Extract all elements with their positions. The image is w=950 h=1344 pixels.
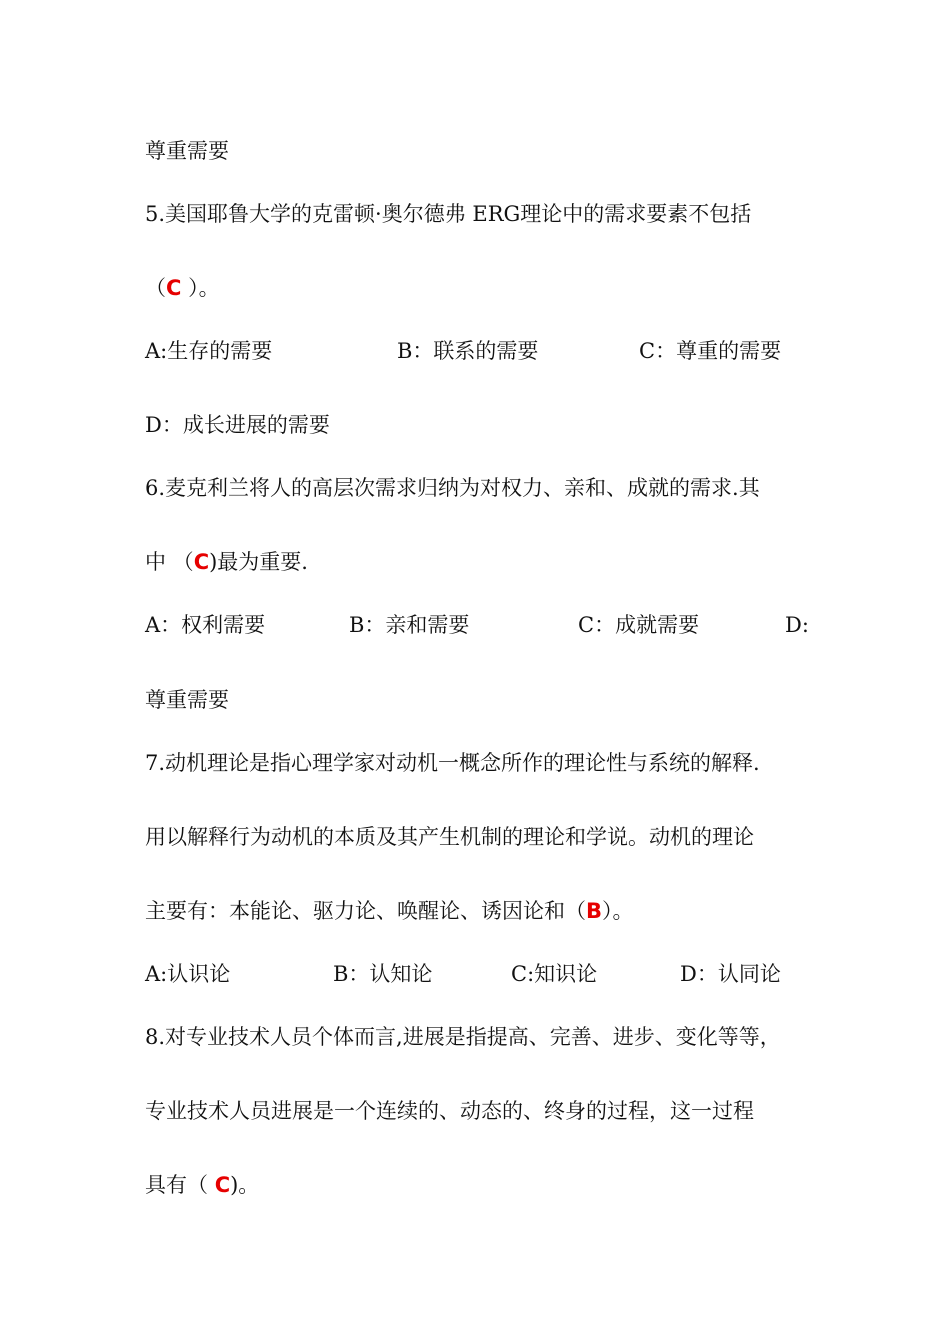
question-8-stem-2: 专业技术人员进展是一个连续的、动态的、终身的过程，这一过程	[145, 1099, 754, 1123]
stem-fragment: 中 （	[145, 550, 194, 574]
option-d-continued: 尊重需要	[145, 139, 229, 163]
option-d: D：认同论	[680, 962, 781, 986]
option-a: A：权利需要	[145, 613, 266, 637]
stem-fragment-end: )。	[230, 1173, 260, 1197]
option-a: A:生存的需要	[145, 339, 273, 363]
question-6-options	[145, 610, 825, 640]
question-8-answer: C	[214, 1173, 231, 1197]
option-d-text: 尊重需要	[145, 688, 229, 712]
question-5-options	[145, 336, 825, 366]
stem-fragment: 具有（	[145, 1173, 215, 1197]
option-c: C：成就需要	[578, 613, 700, 637]
option-b: B：亲和需要	[349, 613, 470, 637]
option-d: D：成长进展的需要	[145, 413, 330, 437]
question-7-answer-line	[145, 896, 634, 926]
option-c: C:知识论	[511, 962, 598, 986]
stem-fragment-end: ）。	[602, 899, 634, 923]
option-d: D:	[785, 613, 809, 637]
paren-open: （	[145, 276, 166, 300]
question-5-stem: 5.美国耶鲁大学的克雷顿·奥尔德弗 ERG理论中的需求要素不包括	[145, 202, 752, 226]
option-b: B：联系的需要	[397, 339, 539, 363]
question-7-answer: B	[586, 899, 603, 923]
option-b: B：认知论	[333, 962, 433, 986]
question-8-answer-line	[145, 1170, 259, 1200]
question-6-stem: 6.麦克利兰将人的高层次需求归纳为对权力、亲和、成就的需求.其	[145, 476, 760, 500]
stem-fragment: 主要有：本能论、驱力论、唤醒论、诱因论和（	[145, 899, 586, 923]
question-8-stem-1: 8.对专业技术人员个体而言,进展是指提高、完善、进步、变化等等，	[145, 1025, 781, 1049]
question-7-stem-1: 7.动机理论是指心理学家对动机一概念所作的理论性与系统的解释.	[145, 751, 760, 775]
stem-fragment-end: )最为重要.	[209, 550, 308, 574]
option-a: A:认识论	[145, 962, 231, 986]
question-7-stem-2: 用以解释行为动机的本质及其产生机制的理论和学说。动机的理论	[145, 825, 754, 849]
question-5-answer-line	[145, 273, 220, 303]
question-7-options	[145, 959, 825, 989]
paren-close: ）。	[181, 276, 220, 300]
question-5-answer: C	[166, 276, 182, 300]
option-c: C：尊重的需要	[639, 339, 782, 363]
question-6-answer-line	[145, 547, 308, 577]
question-6-answer: C	[193, 550, 210, 574]
